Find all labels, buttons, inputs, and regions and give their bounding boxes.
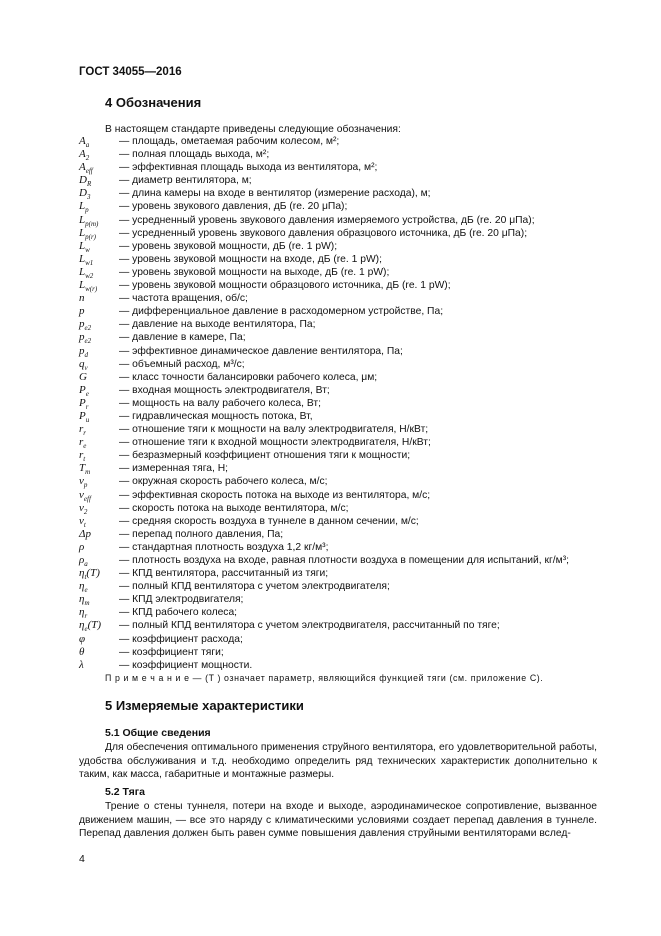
symbol-description: — полная площадь выхода, м²; [119, 149, 270, 161]
symbol-row [79, 253, 599, 266]
symbol [79, 659, 119, 671]
symbol [79, 619, 119, 633]
symbol-row [79, 240, 599, 253]
symbol-subscript: t [83, 520, 86, 529]
symbol-description: — уровень звукового давления, дБ (re. 20 μПа); [119, 201, 348, 213]
symbol-row [79, 384, 599, 397]
symbol-row [79, 449, 599, 462]
symbol [79, 266, 119, 280]
symbol-description: — уровень звуковой мощности образцового источника, дБ (re. 1 pW); [119, 280, 451, 292]
symbol-description: — средняя скорость воздуха в туннеле в данном сечении, м/с; [119, 515, 419, 527]
symbol-letter: D [79, 187, 87, 200]
symbol [79, 475, 119, 489]
symbol-description: — коэффициент тяги; [119, 646, 224, 658]
symbol-suffix: (T) [86, 567, 100, 580]
symbol-row [79, 593, 599, 606]
symbol [79, 449, 119, 463]
symbol-description: — коэффициент расхода; [119, 633, 243, 645]
symbol-subscript: t [83, 455, 86, 464]
symbol-letter: L [79, 239, 86, 252]
symbol-description: — плотность воздуха на входе, равная плотности воздуха в помещении для испытаний, кг/м³; [119, 555, 569, 566]
symbol [79, 397, 119, 411]
symbol [79, 279, 119, 293]
symbol-row [79, 397, 599, 410]
symbol-row [79, 489, 599, 502]
symbol-letter: φ [79, 632, 86, 645]
symbol [79, 646, 119, 658]
symbol-subscript: w(r) [85, 285, 98, 294]
symbol-subscript: m [85, 468, 91, 477]
symbol [79, 371, 119, 383]
symbol-list [79, 135, 599, 672]
symbol-letter: η [79, 619, 85, 632]
symbol-letter: η [79, 593, 85, 606]
symbol-row [79, 279, 599, 292]
symbol [79, 200, 119, 214]
symbol-description: — отношение тяги к входной мощности электродвигателя, Н/кВт; [119, 437, 431, 449]
symbol-description: — окружная скорость рабочего колеса, м/с; [119, 476, 328, 488]
section-4-intro: В настоящем стандарте приведены следующие обозначения: [105, 124, 401, 135]
symbol-row [79, 580, 599, 593]
symbol-letter: r [79, 449, 84, 462]
symbol [79, 528, 119, 540]
symbol-subscript: v [84, 363, 88, 372]
symbol-letter: L [79, 213, 86, 226]
symbol-row [79, 410, 599, 423]
symbol-subscript: 3 [86, 193, 91, 202]
symbol-description: — эффективная скорость потока на выходе из вентилятора, м/с; [119, 489, 431, 501]
symbol-row [79, 462, 599, 475]
symbol-subscript: m [84, 599, 90, 608]
symbol-description: — безразмерный коэффициент отношения тяги к мощности; [119, 450, 411, 462]
symbol-row [79, 554, 599, 567]
symbol-subscript: e [83, 442, 87, 451]
symbol-description: — гидравлическая мощность потока, Вт, [119, 410, 313, 422]
standard-header: ГОСТ 34055—2016 [79, 66, 182, 78]
symbol-description: — частота вращения, об/с; [119, 293, 248, 305]
symbol-description: — эффективная площадь выхода из вентилятора, м²; [119, 162, 378, 174]
symbol-subscript: e [85, 389, 89, 398]
symbol-letter: v [79, 488, 84, 501]
symbol [79, 174, 119, 188]
symbol [79, 135, 119, 149]
symbol-subscript: a [85, 141, 90, 150]
symbol-letter: P [79, 409, 86, 422]
symbol-subscript: p(m) [85, 219, 99, 228]
symbol-subscript: eff [85, 167, 93, 176]
symbol-subscript: 2 [85, 154, 90, 163]
symbol-row [79, 436, 599, 449]
subsection-5-2-text: Трение о стены туннеля, потери на входе и выходе, аэродинамическое сопротивление, вызванное движением машин, — все это наряду с климатическими условиями создает перепад давления в туннеле. Перепад давления должен быть равен сумме повышения давления струйными вентиляторами вслед- [79, 801, 597, 839]
page-number: 4 [79, 853, 85, 865]
symbol [79, 331, 119, 345]
symbol-description: — КПД рабочего колеса; [119, 607, 238, 619]
symbol-subscript: e2 [84, 324, 92, 333]
symbol-description: — объемный расход, м³/с; [119, 358, 245, 370]
symbol-row [79, 135, 599, 148]
symbol [79, 345, 119, 359]
symbol-description: — КПД электродвигателя; [119, 594, 244, 606]
symbol-subscript: t [84, 573, 87, 582]
symbol [79, 305, 119, 317]
symbol-row [79, 214, 599, 227]
symbol-letter: L [79, 252, 86, 265]
symbol-row [79, 475, 599, 488]
symbol-letter: η [79, 567, 85, 580]
symbol-letter: η [79, 580, 85, 593]
section-4-title: 4 Обозначения [105, 95, 202, 110]
subsection-5-1-text: Для обеспечения оптимального применения струйного вентилятора, его удовлетворительной работы, удобства обслуживания и т.д. необходимо определить ряд технических характеристик дополнительно к таким, как масса, габаритные и монтажные размеры. [79, 742, 597, 780]
symbol-letter: A [79, 161, 86, 174]
symbol-subscript: p [83, 481, 88, 490]
symbol [79, 410, 119, 424]
symbol-row [79, 528, 599, 541]
symbol [79, 161, 119, 175]
symbol-description: — скорость потока на выходе вентилятора, м/с; [119, 502, 349, 514]
symbol-description: — стандартная плотность воздуха 1,2 кг/м³; [119, 541, 329, 553]
symbol-row [79, 358, 599, 371]
symbol-letter: A [79, 135, 86, 147]
symbol [79, 214, 119, 228]
symbol-letter: λ [79, 658, 84, 671]
symbol-letter: v [79, 475, 84, 488]
symbol-letter: r [79, 436, 84, 449]
symbol [79, 554, 119, 568]
symbol [79, 462, 119, 476]
symbol-letter: P [79, 396, 86, 409]
symbol-row [79, 633, 599, 646]
symbol [79, 593, 119, 607]
symbol-row [79, 659, 599, 672]
symbol-letter: L [79, 200, 86, 213]
symbol-description: — КПД вентилятора, рассчитанный из тяги; [119, 568, 329, 580]
symbol-subscript: e [84, 586, 88, 595]
symbol-description: — полный КПД вентилятора с учетом электродвигателя, рассчитанный по тяге; [119, 620, 500, 632]
note: П р и м е ч а н и е — (T ) означает параметр, являющийся функцией тяги (см. приложение С). [105, 673, 544, 683]
symbol-letter: v [79, 501, 84, 514]
symbol [79, 567, 119, 581]
symbol-letter: p [79, 344, 85, 357]
symbol-letter: L [79, 279, 86, 292]
symbol-letter: P [79, 383, 86, 396]
symbol-row [79, 187, 599, 200]
symbol-subscript: eff [83, 494, 91, 503]
symbol [79, 541, 119, 553]
symbol-description: — измеренная тяга, Н; [119, 463, 228, 475]
symbol-row [79, 305, 599, 318]
symbol-subscript: R [86, 180, 92, 189]
symbol [79, 227, 119, 241]
symbol [79, 358, 119, 372]
symbol [79, 489, 119, 503]
symbol-description: — коэффициент мощности. [119, 659, 253, 671]
symbol [79, 633, 119, 645]
symbol-letter: p [79, 305, 85, 318]
symbol-description: — уровень звуковой мощности на входе, дБ (re. 1 pW); [119, 253, 382, 265]
symbol-description: — площадь, ометаемая рабочим колесом, м²; [119, 136, 340, 147]
symbol-letter: q [79, 357, 85, 370]
symbol-row [79, 345, 599, 358]
symbol-row [79, 174, 599, 187]
symbol-row [79, 331, 599, 344]
symbol-letter: T [79, 462, 86, 475]
symbol-row [79, 371, 599, 384]
symbol-letter: p [79, 331, 85, 344]
symbol-letter: n [79, 292, 85, 305]
symbol-row [79, 161, 599, 174]
symbol-letter: v [79, 514, 84, 527]
symbol-row [79, 515, 599, 528]
symbol-row [79, 318, 599, 331]
symbol [79, 580, 119, 594]
symbol-letter: r [79, 423, 84, 436]
symbol [79, 423, 119, 437]
symbol-subscript: 2 [83, 507, 88, 516]
symbol-letter: D [79, 174, 87, 187]
symbol-subscript: p [85, 206, 89, 215]
symbol-row [79, 266, 599, 279]
symbol-description: — давление на выходе вентилятора, Па; [119, 319, 316, 331]
symbol-subscript: e [84, 625, 88, 634]
symbol-description: — эффективное динамическое давление вентилятора, Па; [119, 345, 403, 357]
symbol-letter: ρ [79, 540, 85, 553]
symbol-row [79, 541, 599, 554]
symbol-description: — уровень звуковой мощности, дБ (re. 1 pW); [119, 240, 338, 252]
symbol-letter: A [79, 148, 86, 161]
symbol [79, 515, 119, 529]
symbol-subscript: d [84, 350, 88, 359]
symbol [79, 384, 119, 398]
symbol-subscript: w1 [85, 259, 94, 268]
symbol-description: — входная мощность электродвигателя, Вт; [119, 384, 330, 396]
symbol-description: — диаметр вентилятора, м; [119, 175, 252, 187]
symbol-row [79, 423, 599, 436]
symbol-row [79, 606, 599, 619]
symbol [79, 436, 119, 450]
symbol-subscript: w2 [85, 272, 94, 281]
symbol [79, 148, 119, 162]
subsection-5-1-title: 5.1 Общие сведения [105, 727, 211, 739]
symbol-row [79, 646, 599, 659]
symbol-subscript: u [85, 416, 90, 425]
symbol-subscript: r [84, 612, 88, 621]
symbol-subscript: r [83, 429, 87, 438]
symbol-description: — дифференциальное давление в расходомерном устройстве, Па; [119, 306, 444, 318]
symbol [79, 187, 119, 201]
symbol-letter: L [79, 226, 86, 239]
symbol-description: — мощность на валу рабочего колеса, Вт; [119, 397, 321, 409]
symbol-description: — отношение тяги к мощности на валу электродвигателя, Н/кВт; [119, 424, 429, 436]
symbol-letter: θ [79, 645, 85, 658]
symbol-subscript: r [85, 403, 89, 412]
symbol-row [79, 502, 599, 515]
symbol-row [79, 148, 599, 161]
symbol-description: — полный КПД вентилятора с учетом электродвигателя; [119, 581, 390, 593]
symbol-description: — длина камеры на входе в вентилятор (измерение расхода), м; [119, 188, 431, 200]
symbol [79, 502, 119, 516]
symbol-row [79, 567, 599, 580]
symbol [79, 606, 119, 620]
subsection-5-2-title: 5.2 Тяга [105, 786, 146, 798]
symbol-description: — усредненный уровень звукового давления образцового источника, дБ (re. 20 μПа); [119, 227, 528, 239]
symbol-subscript: a [84, 560, 88, 569]
symbol-letter: p [79, 318, 85, 331]
symbol-letter: Δp [79, 527, 91, 540]
symbol-letter: G [79, 370, 87, 383]
symbol-description: — усредненный уровень звукового давления измеряемого устройства, дБ (re. 20 μПа); [119, 214, 535, 226]
section-5-title: 5 Измеряемые характеристики [105, 698, 304, 713]
symbol-subscript: p(r) [85, 232, 97, 241]
symbol-description: — давление в камере, Па; [119, 332, 246, 344]
symbol-letter: ρ [79, 554, 85, 566]
symbol [79, 292, 119, 304]
symbol-description: — уровень звуковой мощности на выходе, дБ (re. 1 pW); [119, 266, 390, 278]
symbol-letter: L [79, 265, 86, 278]
symbol-subscript: e2 [84, 337, 92, 346]
symbol-row [79, 292, 599, 305]
symbol-description: — класс точности балансировки рабочего колеса, μм; [119, 371, 378, 383]
symbol-description: — перепад полного давления, Па; [119, 528, 284, 540]
symbol-row [79, 200, 599, 213]
symbol-row [79, 619, 599, 632]
symbol-suffix: (T) [87, 619, 102, 632]
symbol-letter: η [79, 606, 85, 619]
symbol-subscript: w [85, 245, 90, 254]
symbol [79, 253, 119, 267]
symbol [79, 240, 119, 254]
symbol-row [79, 227, 599, 240]
symbol [79, 318, 119, 332]
